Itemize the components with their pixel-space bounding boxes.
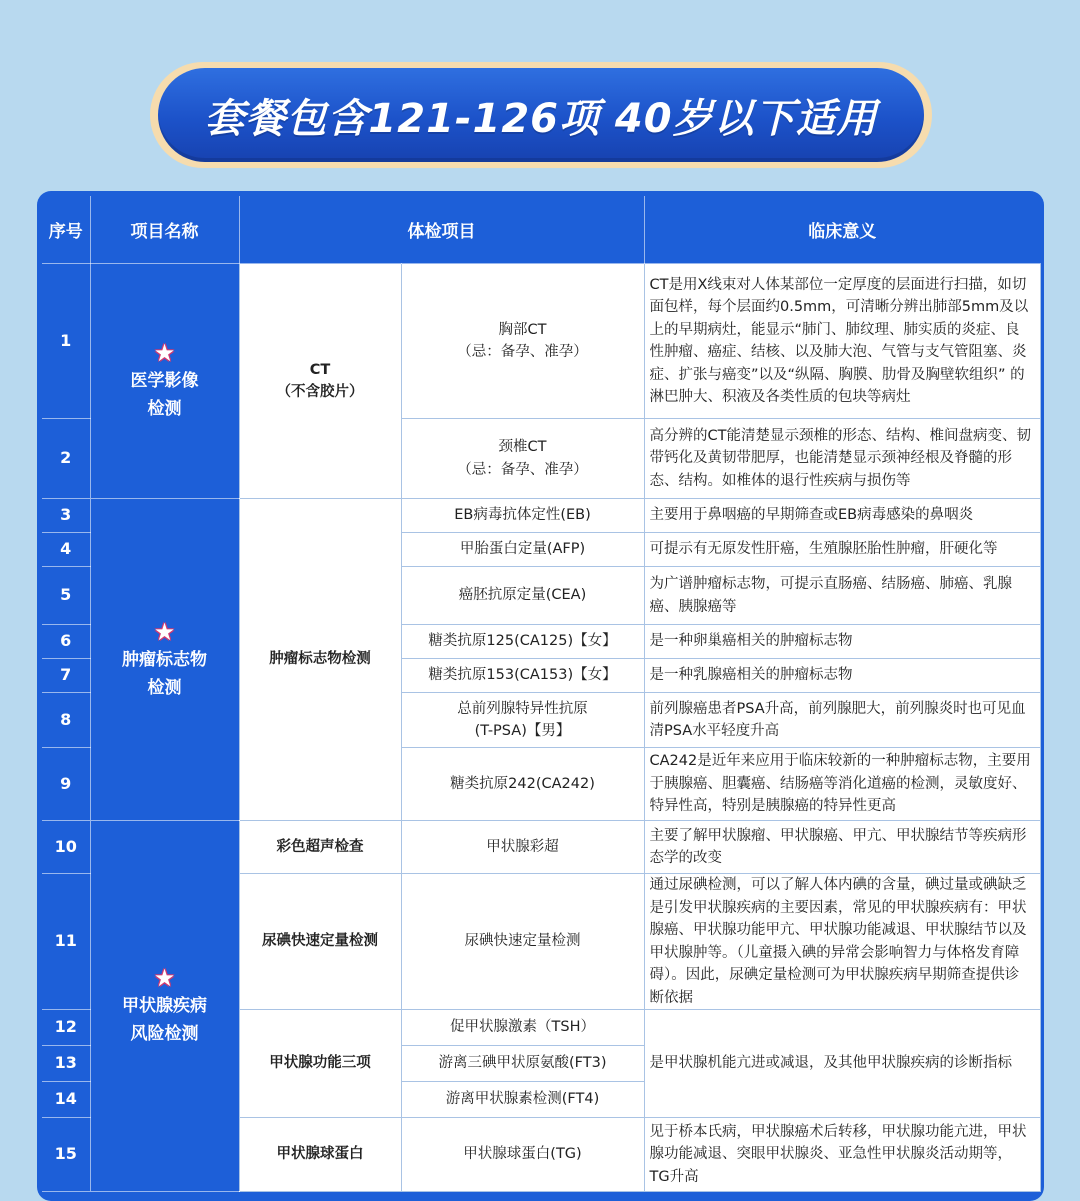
banner-title: 套餐包含121-126项 40岁以下适用 [204, 95, 878, 142]
group-tumor: 肿瘤标志物检测 [239, 499, 401, 821]
header-item: 体检项目 [239, 196, 644, 264]
meaning-cell: 主要用于鼻咽癌的早期筛查或EB病毒感染的鼻咽炎 [644, 499, 1040, 533]
table-row [42, 264, 1040, 419]
meaning-cell: 前列腺癌患者PSA升高，前列腺肥大，前列腺炎时也可见血清PSA水平轻度升高 [644, 693, 1040, 748]
table-row [42, 821, 1040, 874]
exam-item: 游离甲状腺素检测(FT4) [401, 1082, 644, 1118]
exam-item: 甲状腺球蛋白(TG) [401, 1118, 644, 1192]
row-number: 7 [42, 659, 90, 693]
group-label: CT [309, 361, 331, 378]
group-thyroid-function: 甲状腺功能三项 [239, 1010, 401, 1118]
star-icon: ★ [153, 964, 176, 992]
exam-item: 糖类抗原125(CA125)【女】 [401, 625, 644, 659]
banner [158, 68, 924, 162]
category-label: 风险检测 [130, 1024, 199, 1044]
row-number: 6 [42, 625, 90, 659]
category-label: 检测 [147, 677, 182, 698]
item-note: (T-PSA)【男】 [474, 723, 571, 739]
star-icon: ★ [153, 617, 176, 646]
row-number: 10 [42, 821, 90, 874]
group-tg: 甲状腺球蛋白 [239, 1118, 401, 1192]
meaning-cell: 通过尿碘检测，可以了解人体内碘的含量，碘过量或碘缺乏是引发甲状腺疾病的主要因素，常见的甲状腺疾病有：甲状腺癌、甲状腺功能甲亢、甲状腺功能减退、甲状腺结节以及甲状腺肿等。（儿童摄入碘的异常会影响智力与体格发育障碍）。因此，尿碘定量检测可为甲状腺疾病早期筛查提供诊断依据 [644, 874, 1040, 1010]
exam-item: EB病毒抗体定性(EB) [401, 499, 644, 533]
row-number: 13 [42, 1046, 90, 1082]
star-icon: ★ [153, 339, 176, 367]
category-thyroid [90, 821, 239, 1192]
meaning-cell: CT是用X线束对人体某部位一定厚度的层面进行扫描，如切面包样，每个层面约0.5mm，可清晰分辨出肺部5mm及以上的早期病灶，能显示“肺门、肺纹理、肺实质的炎症、良性肿瘤、癌症、结核、以及肺大泡、气管与支气管阻塞、炎症、扩张与癌变”以及“纵隔、胸膜、肋骨及胸壁软组织” 的淋巴肿大、积液及各类性质的包块等病灶 [644, 264, 1040, 419]
row-number: 11 [42, 874, 90, 1010]
meaning-cell: 为广谱肿瘤标志物，可提示直肠癌、结肠癌、肺癌、乳腺癌、胰腺癌等 [644, 567, 1040, 625]
meaning-cell: 主要了解甲状腺瘤、甲状腺癌、甲亢、甲状腺结节等疾病形态学的改变 [644, 821, 1040, 874]
category-label: 检测 [147, 399, 182, 419]
category-label: 肿瘤标志物 [122, 649, 207, 670]
exam-item: 甲胎蛋白定量(AFP) [401, 533, 644, 567]
meaning-cell: 是甲状腺机能亢进或减退，及其他甲状腺疾病的诊断指标 [644, 1010, 1040, 1118]
group-ct [239, 264, 401, 499]
exam-item: 糖类抗原242(CA242) [401, 748, 644, 821]
row-number: 2 [42, 419, 90, 499]
header-name: 项目名称 [90, 196, 239, 264]
exam-item: 尿碘快速定量检测 [401, 874, 644, 1010]
group-note: （不含胶片） [276, 384, 364, 400]
group-ultrasound: 彩色超声检查 [239, 821, 401, 874]
exam-item [401, 264, 644, 419]
item-label: 颈椎CT [498, 439, 547, 455]
row-number: 12 [42, 1010, 90, 1046]
header-no: 序号 [42, 196, 90, 264]
table-row [42, 499, 1040, 533]
row-number: 15 [42, 1118, 90, 1192]
row-number: 3 [42, 499, 90, 533]
group-iodine: 尿碘快速定量检测 [239, 874, 401, 1010]
category-label: 医学影像 [130, 371, 199, 391]
exam-item: 促甲状腺激素（TSH） [401, 1010, 644, 1046]
header-meaning: 临床意义 [644, 196, 1040, 264]
item-note: （忌：备孕、准孕） [457, 461, 588, 478]
category-label: 甲状腺疾病 [122, 996, 207, 1016]
meaning-cell: CA242是近年来应用于临床较新的一种肿瘤标志物，主要用于胰腺癌、胆囊癌、结肠癌等消化道癌的检测，灵敏度好、特异性高，特别是胰腺癌的特异性更高 [644, 748, 1040, 821]
meaning-cell: 见于桥本氏病，甲状腺癌术后转移，甲状腺功能亢进，甲状腺功能减退、突眼甲状腺炎、亚急性甲状腺炎活动期等，TG升高 [644, 1118, 1040, 1192]
exam-item: 糖类抗原153(CA153)【女】 [401, 659, 644, 693]
exam-item [401, 693, 644, 748]
row-number: 14 [42, 1082, 90, 1118]
row-number: 4 [42, 533, 90, 567]
row-number: 8 [42, 693, 90, 748]
item-label: 胸部CT [498, 321, 547, 338]
meaning-cell: 高分辨的CT能清楚显示颈椎的形态、结构、椎间盘病变、韧带钙化及黄韧带肥厚，也能清楚显示颈神经根及脊髓的形态、结构。如椎体的退行性疾病与损伤等 [644, 419, 1040, 499]
meaning-cell: 是一种乳腺癌相关的肿瘤标志物 [644, 659, 1040, 693]
table-header [42, 196, 1040, 264]
exam-item: 游离三碘甲状原氨酸(FT3) [401, 1046, 644, 1082]
item-label: 总前列腺特异性抗原 [457, 700, 588, 717]
item-note: （忌：备孕、准孕） [457, 344, 588, 360]
meaning-cell: 可提示有无原发性肝癌，生殖腺胚胎性肿瘤，肝硬化等 [644, 533, 1040, 567]
category-tumor [90, 499, 239, 821]
row-number: 1 [42, 264, 90, 419]
row-number: 5 [42, 567, 90, 625]
exam-table [42, 196, 1041, 1192]
exam-item: 癌胚抗原定量(CEA) [401, 567, 644, 625]
category-imaging [90, 264, 239, 499]
exam-item [401, 419, 644, 499]
exam-item: 甲状腺彩超 [401, 821, 644, 874]
meaning-cell: 是一种卵巢癌相关的肿瘤标志物 [644, 625, 1040, 659]
row-number: 9 [42, 748, 90, 821]
